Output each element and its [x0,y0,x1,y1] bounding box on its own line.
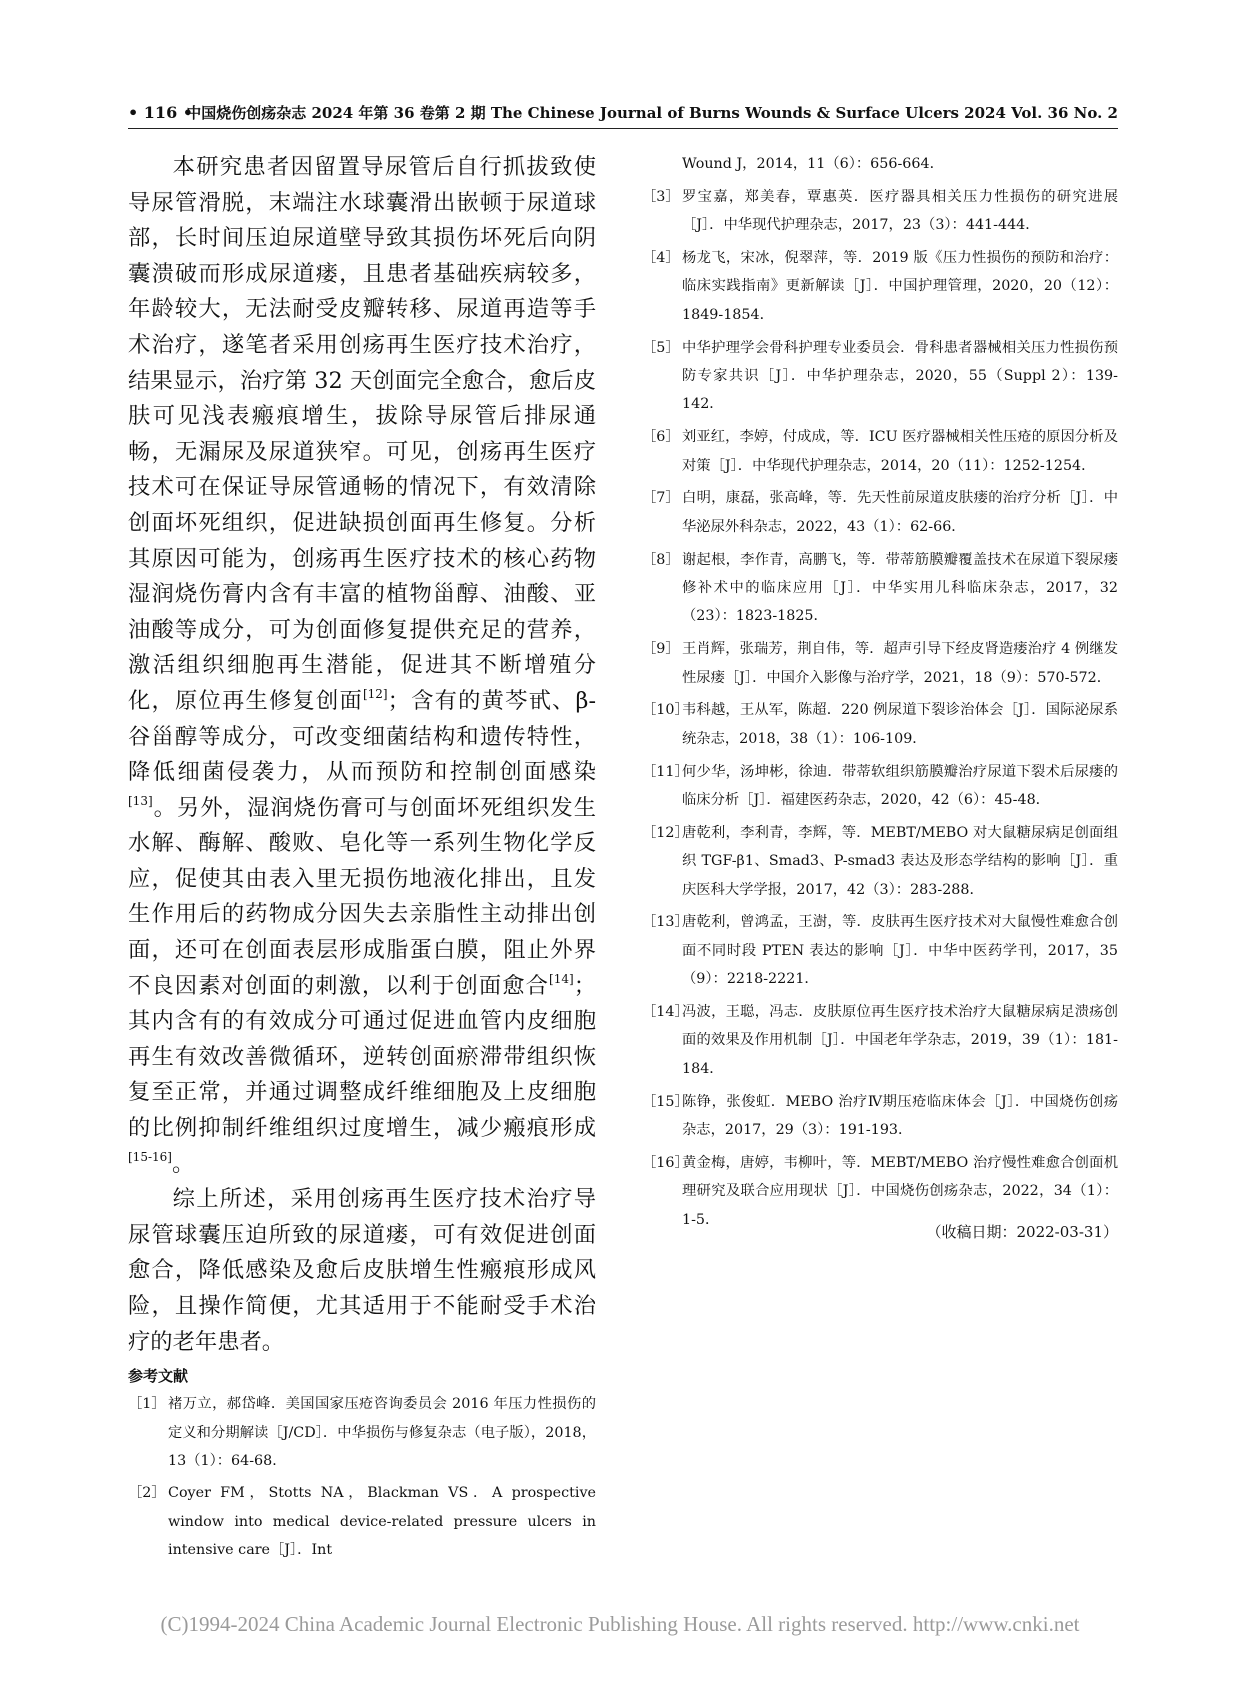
text-run: 。另外，湿润烧伤膏可与创面坏死组织发生水解、酶解、酸败、皂化等一系列生物化学反应，促使其由表入里无损伤地液化排出，且发生作用后的药物成分因失去亲脂性主动排出创面，还可在创面表层形成脂蛋白膜，阻止外界不良因素对创面的刺激，以利于创面愈合 [128,794,596,999]
reference-text: 白明，康磊，张高峰，等．先天性前尿道皮肤瘘的治疗分析［J］．中华泌尿外科杂志，2022，43（1）：62-66． [682,490,1118,535]
reference-text: 陈铮，张俊虹．MEBO 治疗Ⅳ期压疮临床体会［J］．中国烧伤创疡杂志，2017，29（3）：191-193． [682,1093,1118,1139]
text-run: ；含有的黄芩甙、β-谷甾醇等成分，可改变细菌结构和遗传特性，降低细菌侵袭力，从而预防和控制创面感染 [128,687,596,786]
received-date: （收稿日期：2022-03-31） [926,1223,1118,1241]
right-column [642,150,1118,1238]
reference-number: ［9］ [642,641,680,658]
reference-number: ［8］ [642,551,680,568]
reference-item [642,423,1118,480]
reference-text: 唐乾利，曾鸿孟，王澍，等．皮肤再生医疗技术对大鼠慢性难愈合创面不同时段 PTEN 表达的影响［J］．中华中医药学刊，2017，35（9）：2218-2221． [682,914,1118,988]
reference-item [642,546,1118,631]
reference-number: ［12］ [642,824,689,841]
reference-number: ［4］ [642,250,680,266]
reference-item [642,908,1118,993]
reference-item [642,819,1118,904]
citation-15-16: [15-16] [128,1149,172,1164]
reference-number: ［2］ [128,1485,166,1502]
text-run: ；其内含有的有效成分可通过促进血管内皮细胞再生有效改善微循环，逆转创面瘀滞带组织恢复至正常，并通过调整成纤维细胞及上皮细胞的比例抑制纤维组织过度增生，减少瘢痕形成 [128,972,596,1142]
reference-number: ［7］ [642,490,680,507]
reference-item [642,696,1118,753]
reference-text: 黄金梅，唐婷，韦柳叶，等．MEBT/MEBO 治疗慢性难愈合创面机理研究及联合应用现状［J］．中国烧伤创疡杂志，2022，34（1）：1-5． [682,1154,1118,1228]
reference-item [128,1390,596,1475]
reference-text: 中华护理学会骨科护理专业委员会．骨科患者器械相关压力性损伤预防专家共识［J］．中华护理杂志，2020，55（Suppl 2）：139-142． [682,339,1118,413]
reference-text: 罗宝嘉，郑美春，覃惠英．医疗器具相关压力性损伤的研究进展［J］．中华现代护理杂志，2017，23（3）：441-444． [682,188,1118,234]
reference-number: ［10］ [642,702,689,719]
reference-item [642,1088,1118,1145]
reference-text: 韦科越，王从军，陈超．220 例尿道下裂诊治体会［J］．国际泌尿系统杂志，2018，38（1）：106-109． [682,702,1118,747]
reference-item [642,183,1118,240]
journal-title: 中国烧伤创疡杂志 2024 年第 36 卷第 2 期 The Chinese Journal of Burns Wounds & Surface Ulcers 2024 Vol. 36 No. 2 [186,104,1118,122]
reference-item [642,484,1118,541]
reference-number: ［16］ [642,1154,689,1171]
reference-text: 唐乾利，李利青，李辉，等．MEBT/MEBO 对大鼠糖尿病足创面组织 TGF-β1、Smad3、P-smad3 表达及形态学结构的影响［J］．重庆医科大学学报，2017，42（3）：283-288． [682,824,1118,898]
reference-number: ［5］ [642,339,680,356]
reference-number: ［3］ [642,188,680,205]
reference-number: ［11］ [642,763,689,780]
header-rule [128,128,1118,129]
reference-list-left [128,1390,596,1564]
reference-item [642,334,1118,419]
reference-number: ［6］ [642,429,680,446]
page-number: • 116 • [128,103,193,122]
body-paragraph-2: 综上所述，采用创疡再生医疗技术治疗导尿管球囊压迫所致的尿道瘘，可有效促进创面愈合，降低感染及愈后皮肤增生性瘢痕形成风险，且操作简便，尤其适用于不能耐受手术治疗的老年患者。 [128,1186,596,1355]
text-run: 。 [171,1150,195,1177]
citation-12: [12] [362,686,388,701]
reference-text: 王肖辉，张瑞芳，荆自伟，等．超声引导下经皮肾造瘘治疗 4 例继发性尿瘘［J］．中国介入影像与治疗学，2021，18（9）：570-572． [682,641,1118,686]
reference-text: 何少华，汤坤彬，徐迪．带蒂软组织筋膜瓣治疗尿道下裂术后尿瘘的临床分析［J］．福建医药杂志，2020，42（6）：45-48． [682,763,1118,809]
reference-text: 褚万立，郝岱峰．美国国家压疮咨询委员会 2016 年压力性损伤的定义和分期解读［J/CD］．中华损伤与修复杂志（电子版），2018，13（1）：64-68． [168,1396,596,1469]
reference-item [642,635,1118,692]
reference-list-right [642,183,1118,1234]
reference-number: ［15］ [642,1093,689,1110]
text-run: 本研究患者因留置导尿管后自行抓拔致使导尿管滑脱，末端注水球囊滑出嵌顿于尿道球部，长时间压迫尿道壁导致其损伤坏死后向阴囊溃破而形成尿道瘘，且患者基础疾病较多，年龄较大，无法耐受皮瓣转移、尿道再造等手术治疗，遂笔者采用创疡再生医疗技术治疗，结果显示，治疗第 32 天创面完全愈合，愈后皮肤可见浅表瘢痕增生，拔除导尿管后排尿通畅，无漏尿及尿道狭窄。可见，创疡再生医疗技术可在保证导尿管通畅的情况下，有效清除创面坏死组织，促进缺损创面再生修复。分析其原因可能为，创疡再生医疗技术的核心药物湿润烧伤膏内含有丰富的植物甾醇、油酸、亚油酸等成分，可为创面修复提供充足的营养，激活组织细胞再生潜能，促进其不断增殖分化，原位再生修复创面 [128,154,596,714]
reference-text: Coyer FM，Stotts NA，Blackman VS．A prospective window into medical device-related pressure ulcers in intensive care［J］．Int [168,1485,596,1559]
reference-item [642,758,1118,815]
citation-14: [14] [549,971,574,986]
reference-continuation: Wound J，2014，11（6）：656-664． [682,156,944,172]
reference-item [642,998,1118,1083]
reference-number: ［1］ [128,1396,166,1413]
citation-13: [13] [128,793,153,808]
reference-item [642,244,1118,329]
left-column [128,150,596,1569]
reference-number: ［13］ [642,914,689,931]
reference-text: 冯波，王聪，冯志．皮肤原位再生医疗技术治疗大鼠糖尿病足溃疡创面的效果及作用机制［J］．中国老年学杂志，2019，39（1）：181-184． [682,1004,1118,1077]
body-paragraph-1 [128,150,596,1182]
reference-text: 谢起根，李作青，高鹏飞，等．带蒂筋膜瓣覆盖技术在尿道下裂尿瘘修补术中的临床应用［J］．中华实用儿科临床杂志，2017，32（23）：1823-1825． [682,551,1118,625]
reference-item [128,1479,596,1564]
running-header [128,100,1118,126]
reference-text: 刘亚红，李婷，付成成，等．ICU 医疗器械相关性压疮的原因分析及对策［J］．中华现代护理杂志，2014，20（11）：1252-1254． [682,429,1118,474]
reference-number: ［14］ [642,1004,689,1021]
reference-text: 杨龙飞，宋冰，倪翠萍，等．2019 版《压力性损伤的预防和治疗：临床实践指南》更新解读［J］．中国护理管理，2020，20（12）：1849-1854． [682,250,1118,323]
references-heading: 参考文献 [128,1367,189,1386]
copyright-footer: (C)1994-2024 China Academic Journal Electronic Publishing House. All rights reserved. http://www.cnki.net [160,1612,1080,1636]
